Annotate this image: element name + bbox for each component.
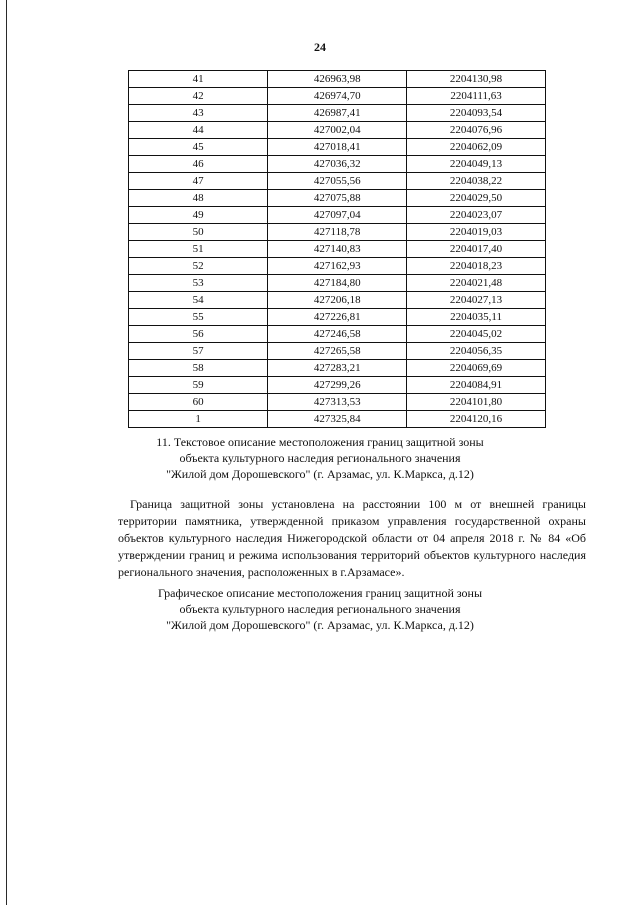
heading-line: объекта культурного наследия регионального значения	[179, 451, 461, 465]
table-row	[129, 139, 546, 156]
point-number-cell: 57	[129, 343, 268, 360]
table-row	[129, 241, 546, 258]
table-row	[129, 173, 546, 190]
x-coordinate-cell: 426974,70	[268, 88, 407, 105]
y-coordinate-cell: 2204021,48	[407, 275, 546, 292]
point-number-cell: 59	[129, 377, 268, 394]
page-number: 24	[314, 40, 326, 54]
coordinates-table-body	[129, 71, 546, 428]
y-coordinate-cell: 2204038,22	[407, 173, 546, 190]
x-coordinate-cell: 427265,58	[268, 343, 407, 360]
point-number-cell: 42	[129, 88, 268, 105]
x-coordinate-cell: 427162,93	[268, 258, 407, 275]
table-row	[129, 105, 546, 122]
point-number-cell: 60	[129, 394, 268, 411]
x-coordinate-cell: 427055,56	[268, 173, 407, 190]
heading-line: объекта культурного наследия регионального значения	[179, 602, 461, 616]
table-row	[129, 207, 546, 224]
x-coordinate-cell: 427075,88	[268, 190, 407, 207]
graphic-description-heading	[0, 585, 640, 633]
point-number-cell: 46	[129, 156, 268, 173]
point-number-cell: 51	[129, 241, 268, 258]
y-coordinate-cell: 2204062,09	[407, 139, 546, 156]
table-row	[129, 411, 546, 428]
table-row	[129, 309, 546, 326]
x-coordinate-cell: 427118,78	[268, 224, 407, 241]
x-coordinate-cell: 427325,84	[268, 411, 407, 428]
y-coordinate-cell: 2204084,91	[407, 377, 546, 394]
point-number-cell: 44	[129, 122, 268, 139]
point-number-cell: 55	[129, 309, 268, 326]
point-number-cell: 49	[129, 207, 268, 224]
x-coordinate-cell: 427184,80	[268, 275, 407, 292]
y-coordinate-cell: 2204120,16	[407, 411, 546, 428]
y-coordinate-cell: 2204069,69	[407, 360, 546, 377]
point-number-cell: 53	[129, 275, 268, 292]
point-number-cell: 1	[129, 411, 268, 428]
point-number-cell: 54	[129, 292, 268, 309]
point-number-cell: 58	[129, 360, 268, 377]
point-number-cell: 43	[129, 105, 268, 122]
table-row	[129, 394, 546, 411]
table-row	[129, 190, 546, 207]
x-coordinate-cell: 427246,58	[268, 326, 407, 343]
x-coordinate-cell: 427226,81	[268, 309, 407, 326]
y-coordinate-cell: 2204045,02	[407, 326, 546, 343]
y-coordinate-cell: 2204019,03	[407, 224, 546, 241]
x-coordinate-cell: 427299,26	[268, 377, 407, 394]
table-row	[129, 360, 546, 377]
x-coordinate-cell: 427283,21	[268, 360, 407, 377]
y-coordinate-cell: 2204049,13	[407, 156, 546, 173]
x-coordinate-cell: 427097,04	[268, 207, 407, 224]
coordinates-table	[128, 70, 546, 428]
table-row	[129, 275, 546, 292]
y-coordinate-cell: 2204023,07	[407, 207, 546, 224]
boundary-paragraph: Граница защитной зоны установлена на расстоянии 100 м от внешней границы территории памятника, утвержденной приказом управления государственной охраны объектов культурного наследия Нижегородской области от 04 апреля 2018 г. № 84 «Об утверждении границ и режима использования территорий объектов культурного наследия регионального значения, расположенных в г.Арзамасе».	[118, 497, 586, 579]
y-coordinate-cell: 2204017,40	[407, 241, 546, 258]
heading-line: Графическое описание местоположения границ защитной зоны	[157, 586, 483, 600]
point-number-cell: 56	[129, 326, 268, 343]
x-coordinate-cell: 427313,53	[268, 394, 407, 411]
point-number-cell: 52	[129, 258, 268, 275]
table-row	[129, 343, 546, 360]
point-number-cell: 50	[129, 224, 268, 241]
x-coordinate-cell: 427018,41	[268, 139, 407, 156]
y-coordinate-cell: 2204056,35	[407, 343, 546, 360]
table-row	[129, 377, 546, 394]
table-row	[129, 326, 546, 343]
x-coordinate-cell: 426963,98	[268, 71, 407, 88]
table-row	[129, 88, 546, 105]
y-coordinate-cell: 2204076,96	[407, 122, 546, 139]
table-row	[129, 71, 546, 88]
point-number-cell: 41	[129, 71, 268, 88]
y-coordinate-cell: 2204101,80	[407, 394, 546, 411]
x-coordinate-cell: 426987,41	[268, 105, 407, 122]
heading-line: "Жилой дом Дорошевского" (г. Арзамас, ул. К.Маркса, д.12)	[166, 618, 474, 632]
x-coordinate-cell: 427140,83	[268, 241, 407, 258]
y-coordinate-cell: 2204027,13	[407, 292, 546, 309]
y-coordinate-cell: 2204018,23	[407, 258, 546, 275]
x-coordinate-cell: 427206,18	[268, 292, 407, 309]
y-coordinate-cell: 2204035,11	[407, 309, 546, 326]
table-row	[129, 258, 546, 275]
point-number-cell: 48	[129, 190, 268, 207]
y-coordinate-cell: 2204029,50	[407, 190, 546, 207]
table-row	[129, 122, 546, 139]
y-coordinate-cell: 2204130,98	[407, 71, 546, 88]
point-number-cell: 45	[129, 139, 268, 156]
y-coordinate-cell: 2204111,63	[407, 88, 546, 105]
point-number-cell: 47	[129, 173, 268, 190]
heading-line: "Жилой дом Дорошевского" (г. Арзамас, ул. К.Маркса, д.12)	[166, 467, 474, 481]
x-coordinate-cell: 427002,04	[268, 122, 407, 139]
y-coordinate-cell: 2204093,54	[407, 105, 546, 122]
heading-line: 11. Текстовое описание местоположения границ защитной зоны	[156, 435, 484, 449]
table-row	[129, 156, 546, 173]
x-coordinate-cell: 427036,32	[268, 156, 407, 173]
text-description-heading	[0, 434, 640, 482]
table-row	[129, 292, 546, 309]
table-row	[129, 224, 546, 241]
